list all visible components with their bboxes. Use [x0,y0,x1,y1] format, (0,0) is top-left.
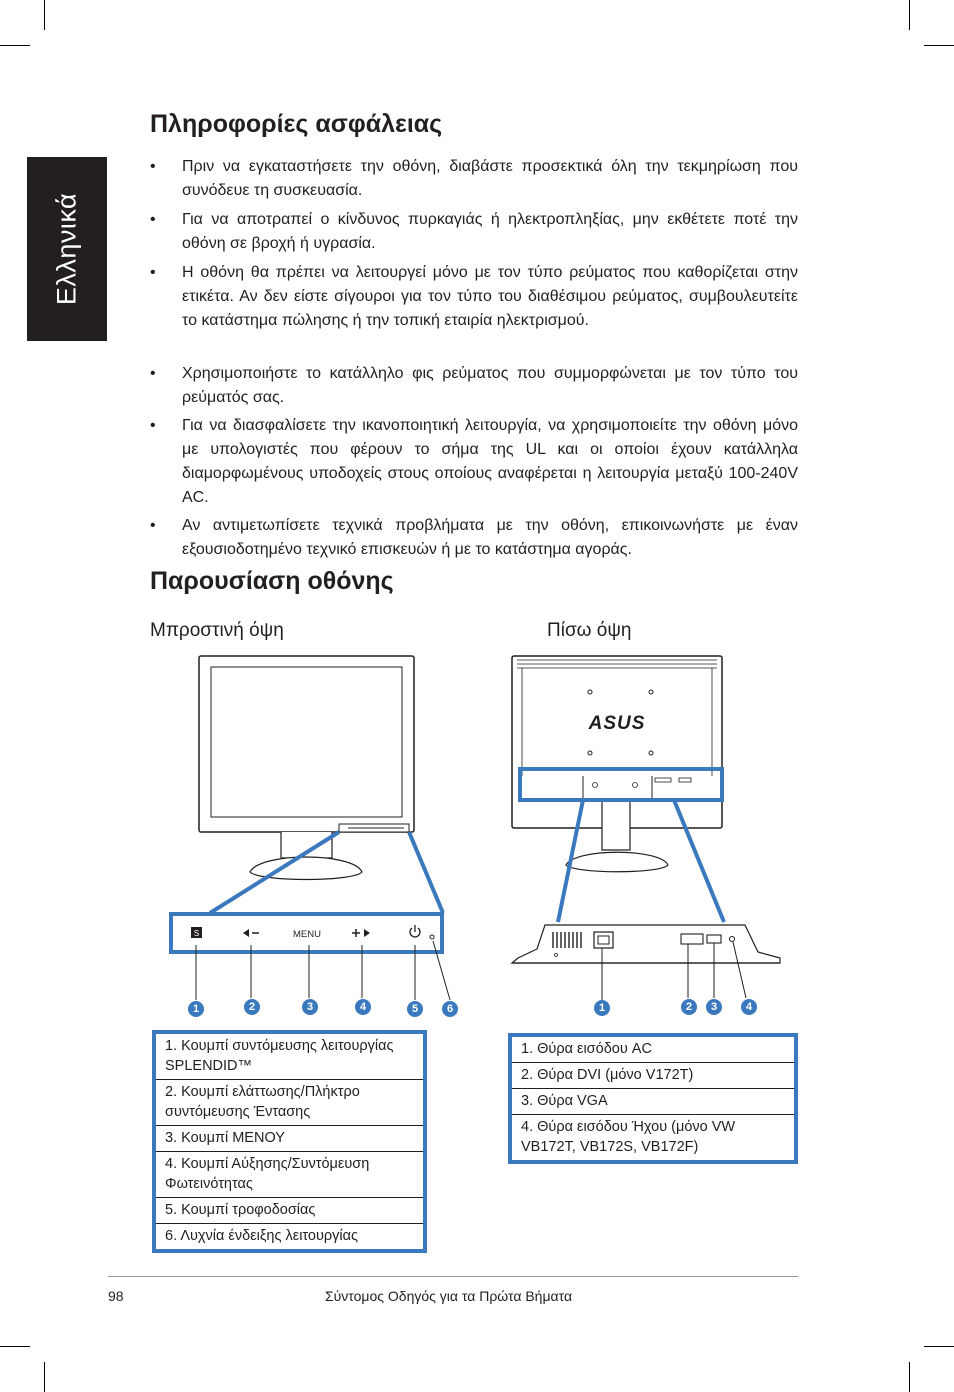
safety-heading: Πληροφορίες ασφάλειας [150,110,443,138]
language-tab-label: Ελληνικά [51,192,82,306]
safety-bullet-text: Χρησιμοποιήστε το κατάλληλο φις ρεύματος που συμμορφώνεται με τον τύπο του ρεύματός σας. [182,365,798,406]
menu-button[interactable]: MENU [293,929,321,940]
legend-item: 2. Κουμπί ελάττωσης/Πλήκτρο συντόμευσης Έντασης [156,1080,423,1126]
legend-item: 5. Κουμπί τροφοδοσίας [156,1198,423,1224]
callout-number: 2 [244,999,260,1015]
safety-bullet-text: Για να διασφαλίσετε την ικανοποιητική λειτουργία, να χρησιμοποιείτε την οθόνη μόνο με υπολογιστές που φέρουν το σήμα της UL και οι οποίοι έχουν κατάλληλα διαμορφωμένους υποδοχείς στους οποίους αναφέρεται η λειτουργία μεταξύ 100-240V AC. [182,417,798,506]
safety-bullet: • Η οθόνη θα πρέπει να λειτουργεί μόνο με τον τύπο ρεύματος που καθορίζεται στην ετικέτα. Αν δεν είστε σίγουροι για τον τύπο του διαθέσιμου ρεύματος, συμβουλευτείτε το κατάστημα πώλησης ή την τοπική εταιρία ηλεκτρισμού. [150,264,798,329]
safety-bullet: • Αν αντιμετωπίσετε τεχνικά προβλήματα με την οθόνη, επικοινωνήστε με έναν εξουσιοδοτημένο τεχνικό επισκευών ή με το κατάστημα αγοράς. [150,517,798,558]
back-view-label: Πίσω όψη [547,620,632,641]
callout-number: 6 [442,1001,458,1017]
back-port-panel [512,925,780,963]
safety-bullet-text: Για να αποτραπεί ο κίνδυνος πυρκαγιάς ή ηλεκτροπληξίας, μην εκθέτετε ποτέ την οθόνη σε βροχή ή υγρασία. [182,211,798,252]
back-legend [508,1033,798,1164]
legend-item: 6. Λυχνία ένδειξης λειτουργίας [165,1228,359,1244]
front-legend [152,1030,427,1253]
safety-bullet: • Για να αποτραπεί ο κίνδυνος πυρκαγιάς ή ηλεκτροπληξίας, μην εκθέτετε ποτέ την οθόνη σε βροχή ή υγρασία. [150,211,798,252]
page-number: 98 [108,1288,124,1304]
callout-number: 5 [407,1001,423,1017]
safety-bullet: • Πριν να εγκαταστήσετε την οθόνη, διαβάστε προσεκτικά όλη την τεκμηρίωση που συνόδευε τη συσκευασία. [150,158,798,199]
safety-bullet-text: Η οθόνη θα πρέπει να λειτουργεί μόνο με τον τύπο ρεύματος που καθορίζεται στην ετικέτα. Αν δεν είστε σίγουροι για τον τύπο του διαθέσιμου ρεύματος, συμβουλευτείτε το κατάστημα πώλησης ή την τοπική εταιρία ηλεκτρισμού. [182,264,798,329]
safety-bullet: • Για να διασφαλίσετε την ικανοποιητική λειτουργία, να χρησιμοποιείτε την οθόνη μόνο με υπολογιστές που φέρουν το σήμα της UL και οι οποίοι έχουν κατάλληλα διαμορφωμένους υποδοχείς στους οποίους αναφέρεται η λειτουργία μεταξύ 100-240V AC. [150,417,798,506]
legend-item: 4. Κουμπί Αύξησης/Συντόμευση Φωτεινότητας [156,1152,423,1198]
callout-number: 3 [706,999,722,1015]
front-view-label: Μπροστινή όψη [150,620,284,641]
callout-number: 1 [188,1001,204,1017]
callout-number: 4 [741,999,757,1015]
legend-item: 3. Κουμπί ΜΕΝΟΥ [156,1126,423,1152]
legend-item: 1. Θύρα εισόδου AC [512,1037,794,1063]
callout-number: 1 [594,1000,610,1016]
callout-number: 4 [355,999,371,1015]
front-monitor [199,656,414,880]
footer-title: Σύντομος Οδηγός για τα Πρώτα Βήματα [325,1288,573,1304]
footer-divider [108,1276,798,1277]
legend-item: 1. Κουμπί συντόμευσης λειτουργίας SPLENDID™ [156,1034,423,1080]
safety-bullet-text: Πριν να εγκαταστήσετε την οθόνη, διαβάστε προσεκτικά όλη την τεκμηρίωση που συνόδευε τη συσκευασία. [182,158,798,199]
legend-item: 4. Θύρα εισόδου Ήχου (μόνο VW VB172T, VB172S, VB172F) [521,1119,736,1155]
safety-bullet-text: Αν αντιμετωπίσετε τεχνικά προβλήματα με την οθόνη, επικοινωνήστε με έναν εξουσιοδοτημένο τεχνικό επισκευών ή με το κατάστημα αγοράς. [182,517,798,558]
legend-item: 3. Θύρα VGA [512,1089,794,1115]
safety-bullet: • Χρησιμοποιήστε το κατάλληλο φις ρεύματος που συμμορφώνεται με τον τύπο του ρεύματός σας. [150,365,798,406]
asus-logo: ASUS [588,713,646,734]
legend-item: 2. Θύρα DVI (μόνο V172T) [512,1063,794,1089]
overview-heading: Παρουσίαση οθόνης [150,567,394,595]
callout-number: 2 [681,999,697,1015]
callout-number: 3 [302,999,318,1015]
splendid-icon-label: S [193,929,200,938]
